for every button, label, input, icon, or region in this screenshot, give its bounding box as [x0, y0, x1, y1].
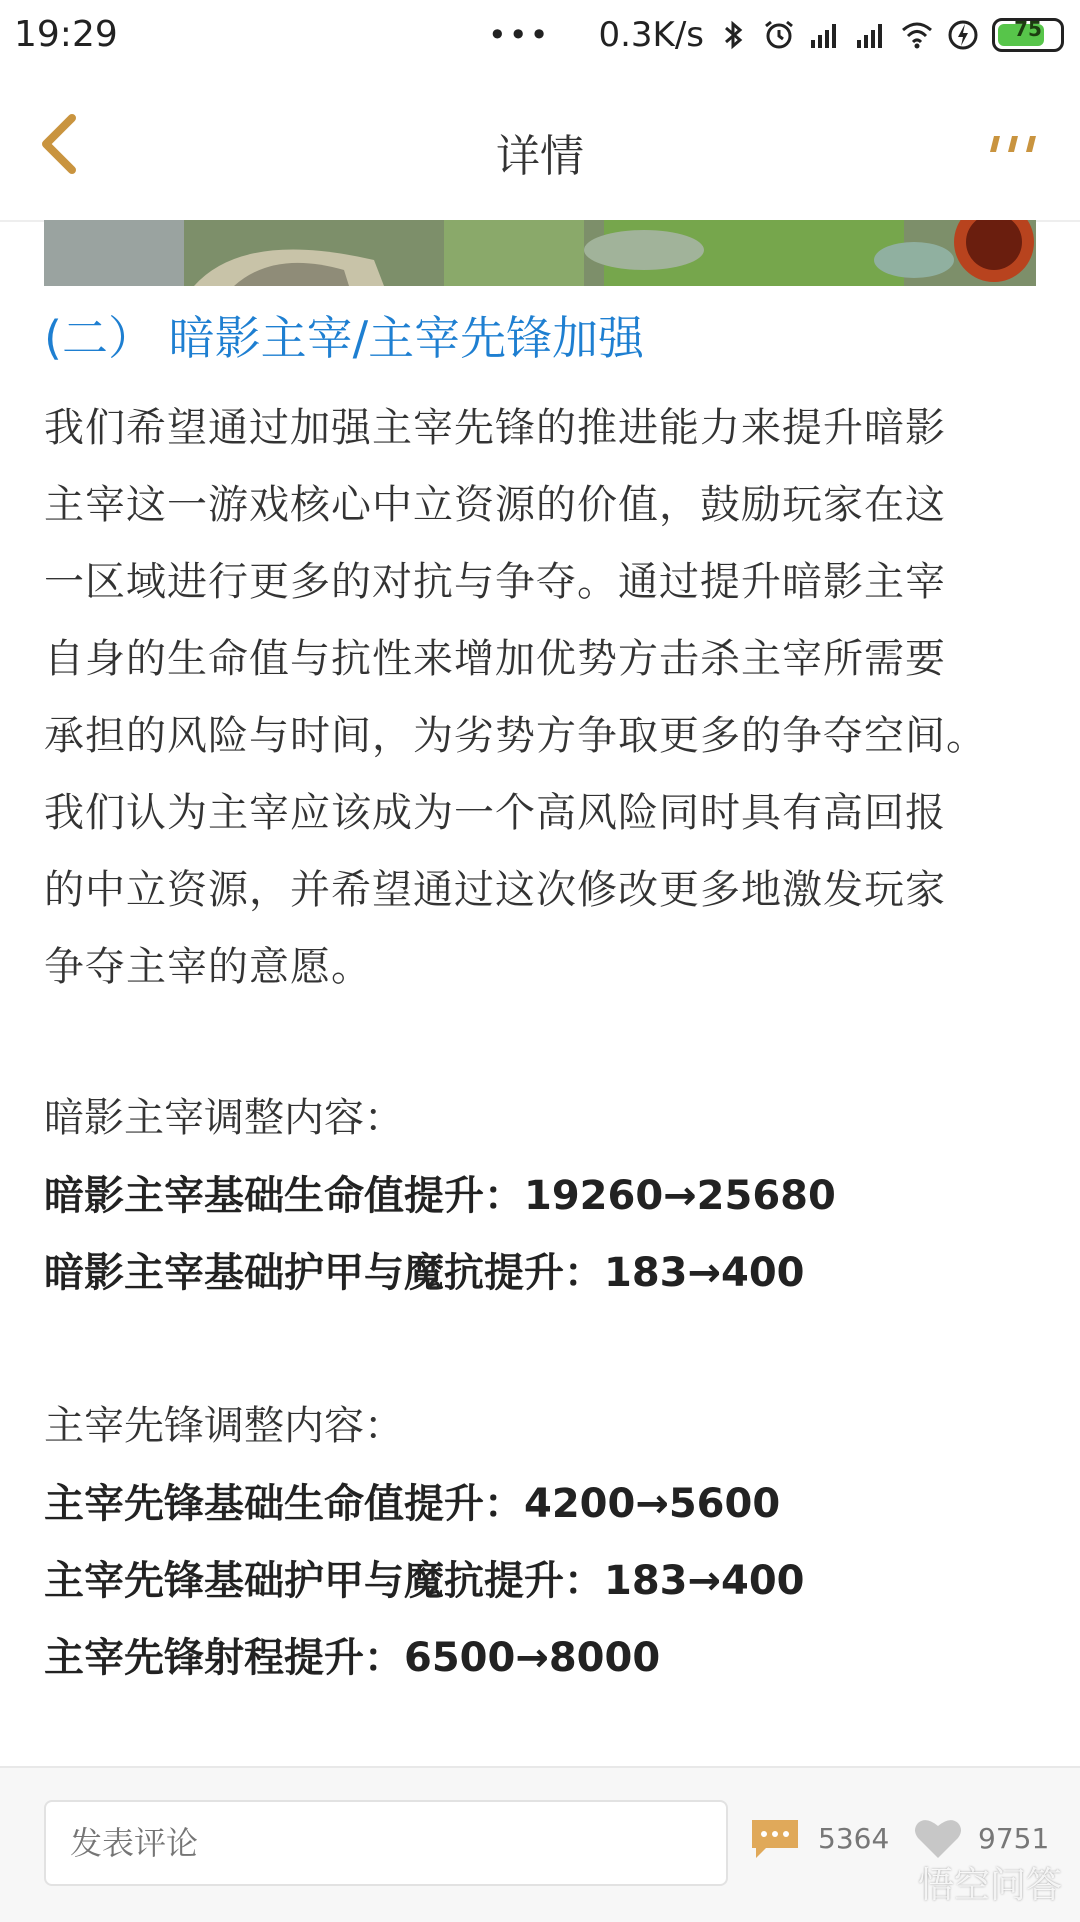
paragraph-line: 自身的生命值与抗性来增加优势方击杀主宰所需要	[44, 636, 946, 682]
heart-icon	[912, 1814, 964, 1862]
signal-icon	[854, 18, 888, 52]
paragraph-line: 我们认为主宰应该成为一个高风险同时具有高回报	[44, 790, 946, 836]
vanguard-item: 主宰先锋射程提升：6500→8000	[44, 1635, 661, 1681]
dark-lord-item: 暗影主宰基础生命值提升：19260→25680	[44, 1173, 836, 1219]
paragraph-line: 主宰这一游戏核心中立资源的价值，鼓励玩家在这	[44, 482, 946, 528]
status-dots: •••	[487, 16, 551, 54]
paragraph-line: 承担的风险与时间，为劣势方争取更多的争夺空间。	[44, 713, 987, 759]
alarm-icon	[762, 18, 796, 52]
comment-input[interactable]	[44, 1800, 728, 1886]
more-icon[interactable]	[980, 118, 1050, 168]
battery-icon	[992, 18, 1064, 52]
watermark: 悟空问答	[917, 1865, 1062, 1906]
dark-lord-item: 暗影主宰基础护甲与魔抗提升：183→400	[44, 1250, 805, 1296]
vanguard-item: 主宰先锋基础护甲与魔抗提升：183→400	[44, 1558, 805, 1604]
status-bar	[0, 0, 1080, 70]
game-scene-image	[44, 220, 1036, 286]
comment-button[interactable]	[748, 1814, 889, 1862]
like-count: 9751	[978, 1821, 1050, 1855]
vanguard-subtitle: 主宰先锋调整内容：	[44, 1403, 404, 1449]
charging-icon	[946, 18, 980, 52]
comment-icon	[748, 1814, 802, 1862]
network-speed: 0.3K/s	[598, 15, 704, 55]
status-icons	[488, 14, 1064, 56]
bluetooth-icon	[716, 18, 750, 52]
comment-count: 5364	[818, 1821, 890, 1855]
article-image	[44, 220, 1036, 286]
status-time: 19:29	[14, 14, 118, 55]
intro-paragraph	[44, 390, 1044, 1006]
paragraph-line: 的中立资源，并希望通过这次修改更多地激发玩家	[44, 867, 946, 913]
signal-icon	[808, 18, 842, 52]
paragraph-line: 我们希望通过加强主宰先锋的推进能力来提升暗影	[44, 405, 946, 451]
wifi-icon	[900, 18, 934, 52]
like-button[interactable]	[912, 1814, 1049, 1862]
vanguard-item: 主宰先锋基础生命值提升：4200→5600	[44, 1481, 781, 1527]
bottom-bar	[0, 1766, 1080, 1922]
paragraph-line: 一区域进行更多的对抗与争夺。通过提升暗影主宰	[44, 559, 946, 605]
dark-lord-subtitle: 暗影主宰调整内容：	[44, 1095, 404, 1141]
paragraph-line: 争夺主宰的意愿。	[44, 944, 372, 990]
page-title: 详情	[496, 131, 584, 182]
battery-level: 75	[1014, 17, 1042, 41]
nav-bar	[0, 70, 1080, 222]
section-heading: (二） 暗影主宰/主宰先锋加强	[44, 311, 645, 365]
